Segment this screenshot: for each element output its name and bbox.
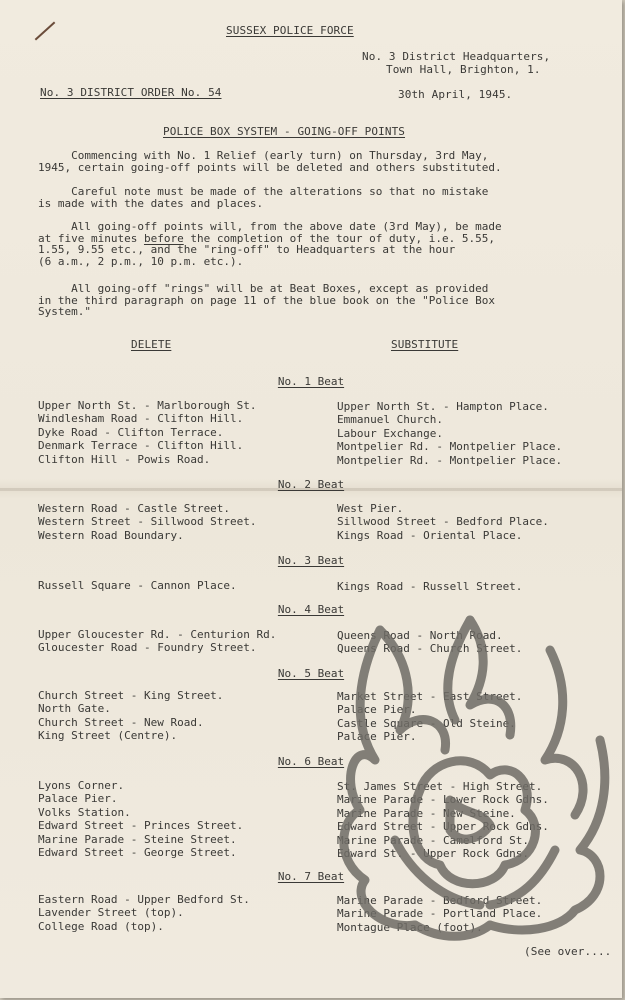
beat-5-title: No. 5 Beat xyxy=(277,667,345,680)
beat-6-substitute-list: St. James Street - High Street. Marine Parade - Lower Rock Gdns. Marine Parade - New Steine. Edward Street - Upper Rock Gdns. Marine Parade - Camelford St. Edward St. - Upper Rock Gdns. xyxy=(337,780,549,861)
substitute-column-heading: SUBSTITUTE xyxy=(391,338,459,351)
order-date: 30th April, 1945. xyxy=(398,88,513,101)
beat-5-substitute-list: Market Street - East Street. Palace Pier. Castle Square - Old Steine. Palace Pier. xyxy=(337,690,523,744)
subject-heading: POLICE BOX SYSTEM - GOING-OFF POINTS xyxy=(163,125,406,138)
beat-7-substitute-list: Marine Parade - Bedford Street. Marine Parade - Portland Place. Montague Place (foot). xyxy=(337,894,543,934)
paragraph-2: Careful note must be made of the alterations so that no mistake is made with the dates and places. xyxy=(38,185,489,210)
address-line-2: Town Hall, Brighton, 1. xyxy=(386,63,541,76)
org-title: SUSSEX POLICE FORCE xyxy=(226,24,354,37)
order-number: No. 3 DISTRICT ORDER No. 54 xyxy=(40,86,222,99)
beat-2-delete-list: Western Road - Castle Street. Western Street - Sillwood Street. Western Road Boundary. xyxy=(38,502,257,542)
beat-6-title: No. 6 Beat xyxy=(277,755,345,768)
paragraph-3-emphasis: before xyxy=(143,231,184,245)
staple-mark xyxy=(35,22,56,41)
beat-5-delete-list: Church Street - King Street. North Gate. Church Street - New Road. King Street (Centre). xyxy=(38,689,224,743)
beat-3-title: No. 3 Beat xyxy=(277,554,345,567)
paragraph-3-text-b: the completion of the tour of duty, i.e. 5.55, 1.55, 9.55 etc., and the "ring-off" to Headquarters at the hour (6 a.m., 2 p.m., 10 p.m. etc.). xyxy=(38,231,495,268)
delete-column-heading: DELETE xyxy=(131,338,172,351)
beat-1-substitute-list: Upper North St. - Hampton Place. Emmanuel Church. Labour Exchange. Montpelier Rd. - Montpelier Place. Montpelier Rd. - Montpelier Place. xyxy=(337,400,563,467)
beat-3-substitute-list: Kings Road - Russell Street. xyxy=(337,580,523,593)
paragraph-1: Commencing with No. 1 Relief (early turn) on Thursday, 3rd May, 1945, certain going-off points will be deleted and others substituted. xyxy=(38,149,502,174)
paragraph-3-text-a: All going-off points will, from the above date (3rd May), be made at five minutes xyxy=(38,220,502,245)
paragraph-3 xyxy=(38,221,598,267)
beat-3-delete-list: Russell Square - Cannon Place. xyxy=(38,579,237,592)
address-line-1: No. 3 District Headquarters, xyxy=(362,50,551,63)
beat-6-delete-list: Lyons Corner. Palace Pier. Volks Station. Edward Street - Princes Street. Marine Parade - Steine Street. Edward Street - George Street. xyxy=(38,779,244,860)
see-over-note: (See over.... xyxy=(524,945,612,958)
beat-4-substitute-list: Queens Road - North Road. Queens Road - Church Street. xyxy=(337,629,523,656)
beat-4-title: No. 4 Beat xyxy=(277,603,345,616)
beat-4-delete-list: Upper Gloucester Rd. - Centurion Rd. Gloucester Road - Foundry Street. xyxy=(38,628,277,655)
beat-2-title: No. 2 Beat xyxy=(277,478,345,491)
beat-7-delete-list: Eastern Road - Upper Bedford St. Lavender Street (top). College Road (top). xyxy=(38,893,250,933)
beat-2-substitute-list: West Pier. Sillwood Street - Bedford Place. Kings Road - Oriental Place. xyxy=(337,502,549,542)
paragraph-4: All going-off "rings" will be at Beat Boxes, except as provided in the third paragraph on page 11 of the blue book on the "Police Box System." xyxy=(38,282,495,319)
beat-1-delete-list: Upper North St. - Marlborough St. Windlesham Road - Clifton Hill. Dyke Road - Clifton Terrace. Denmark Terrace - Clifton Hill. Clifton Hill - Powis Road. xyxy=(38,399,257,466)
beat-7-title: No. 7 Beat xyxy=(277,870,345,883)
beat-1-title: No. 1 Beat xyxy=(277,375,345,388)
